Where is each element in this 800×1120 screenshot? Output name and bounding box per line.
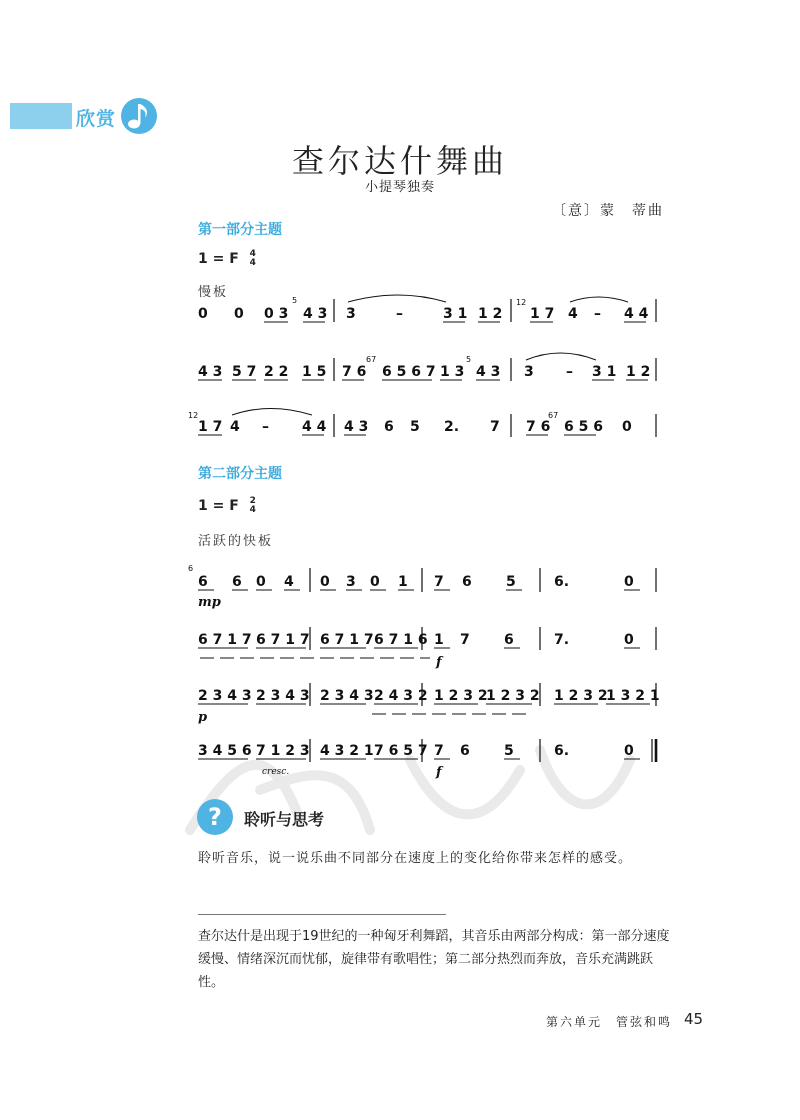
svg-text:0 3: 0 3 [264, 306, 289, 322]
svg-text:5 7: 5 7 [232, 364, 257, 380]
svg-text:0: 0 [624, 574, 634, 590]
svg-text:3 4 5 6: 3 4 5 6 [198, 743, 252, 759]
svg-text:5: 5 [506, 574, 516, 590]
unit-footer: 第六单元 管弦和鸣 [545, 1015, 672, 1029]
question-mark-icon [196, 798, 234, 836]
question-body: 聆听音乐，说一说乐曲不同部分在速度上的变化给你带来怎样的感受。 [198, 851, 633, 866]
svg-text:6: 6 [504, 632, 514, 648]
svg-text:6 7 1 6: 6 7 1 6 [374, 632, 428, 648]
dynamic-f-2: f [436, 765, 442, 780]
svg-text:3: 3 [346, 306, 356, 322]
svg-text:0: 0 [624, 632, 634, 648]
svg-text:0: 0 [622, 419, 632, 435]
svg-text:7 6: 7 6 [526, 419, 551, 435]
svg-text:7 6 5 7: 7 6 5 7 [374, 743, 428, 759]
svg-text:4 3: 4 3 [476, 364, 501, 380]
part2-time-signature: 2 4 [249, 496, 256, 515]
svg-text:3: 3 [346, 574, 356, 590]
svg-text:3 1: 3 1 [443, 306, 468, 322]
svg-text:6 5 6 7: 6 5 6 7 [382, 364, 436, 380]
part1-tempo: 慢板 [198, 285, 229, 300]
svg-text:7: 7 [434, 743, 444, 759]
dynamic-cresc: cresc. [262, 767, 290, 777]
svg-text:6: 6 [232, 574, 242, 590]
svg-text:5: 5 [504, 743, 514, 759]
section-badge-label: 欣赏 [76, 108, 117, 130]
svg-text:6: 6 [460, 743, 470, 759]
svg-text:6: 6 [462, 574, 472, 590]
svg-text:4 3: 4 3 [344, 419, 369, 435]
svg-text:1 2 3 2: 1 2 3 2 [434, 688, 488, 704]
svg-text:5: 5 [410, 419, 420, 435]
svg-text:0: 0 [198, 306, 208, 322]
svg-text:6.: 6. [554, 574, 570, 590]
svg-text:2.: 2. [444, 419, 460, 435]
svg-text:4 3 2 1: 4 3 2 1 [320, 743, 374, 759]
score-system-7 [198, 739, 656, 780]
svg-text:4 3: 4 3 [198, 364, 223, 380]
svg-text:5: 5 [466, 355, 472, 364]
svg-text:1 2: 1 2 [478, 306, 503, 322]
svg-text:3 1: 3 1 [592, 364, 617, 380]
svg-text:0: 0 [234, 306, 244, 322]
svg-text:1 7: 1 7 [198, 419, 223, 435]
svg-text:1 2: 1 2 [626, 364, 651, 380]
svg-text:7: 7 [434, 574, 444, 590]
svg-text:7 1 2 3: 7 1 2 3 [256, 743, 310, 759]
svg-text:3: 3 [524, 364, 534, 380]
svg-text:2 3 4 3: 2 3 4 3 [320, 688, 374, 704]
footnote-text: 查尔达什是出现于19世纪的一种匈牙利舞蹈，其音乐由两部分构成：第一部分速度缓慢、情绪深沉而忧郁，旋律带有歌唱性；第二部分热烈而奔放，音乐充满跳跃性。 [198, 929, 670, 990]
part1-key: 1 = F [198, 251, 239, 267]
svg-text:67: 67 [366, 355, 377, 364]
svg-text:6: 6 [188, 564, 194, 573]
part2-heading: 第二部分主题 [198, 466, 282, 482]
svg-text:4 4: 4 4 [624, 306, 649, 322]
svg-text:0: 0 [624, 743, 634, 759]
svg-text:6 5 6: 6 5 6 [564, 419, 603, 435]
svg-text:2 3 4 3: 2 3 4 3 [256, 688, 310, 704]
page-subtitle: 小提琴独奏 [364, 180, 435, 195]
svg-text:6.: 6. [554, 743, 570, 759]
composer-credit: 〔意〕蒙 蒂曲 [552, 203, 664, 219]
svg-text:7: 7 [460, 632, 470, 648]
svg-text:4: 4 [284, 574, 294, 590]
svg-text:–: – [594, 306, 601, 322]
score-system-5 [198, 627, 656, 670]
svg-text:6: 6 [384, 419, 394, 435]
svg-text:–: – [396, 306, 403, 322]
svg-text:0: 0 [256, 574, 266, 590]
svg-text:4: 4 [568, 306, 578, 322]
svg-text:6 7 1 7: 6 7 1 7 [320, 632, 374, 648]
svg-text:1 3: 1 3 [440, 364, 465, 380]
svg-text:1 3 2 1: 1 3 2 1 [606, 688, 660, 704]
svg-text:–: – [262, 419, 269, 435]
dynamic-p: p [198, 710, 208, 725]
svg-text:4: 4 [230, 419, 240, 435]
svg-text:1 2 3 2: 1 2 3 2 [486, 688, 540, 704]
page-number: 45 [684, 1010, 704, 1028]
score-system-3 [188, 409, 656, 438]
svg-text:0: 0 [320, 574, 330, 590]
page-title: 查尔达什舞曲 [291, 142, 508, 180]
question-heading: 聆听与思考 [244, 810, 325, 829]
svg-text:?: ? [208, 803, 222, 831]
svg-text:1: 1 [398, 574, 408, 590]
score-system-1 [198, 295, 656, 322]
score-system-4 [188, 564, 656, 610]
part1-heading: 第一部分主题 [198, 222, 282, 238]
svg-text:7 6: 7 6 [342, 364, 367, 380]
dynamic-f-1: f [436, 655, 442, 670]
svg-text:6: 6 [198, 574, 208, 590]
dynamic-mp: mp [198, 595, 221, 610]
svg-text:6 7 1 7: 6 7 1 7 [256, 632, 310, 648]
svg-text:1 7: 1 7 [530, 306, 555, 322]
svg-text:0: 0 [370, 574, 380, 590]
svg-text:2 3 4 3: 2 3 4 3 [198, 688, 252, 704]
part2-key: 1 = F [198, 498, 239, 514]
part1-time-signature: 4 4 [249, 249, 256, 268]
svg-text:7: 7 [490, 419, 500, 435]
svg-text:4 3: 4 3 [303, 306, 328, 322]
svg-text:4 4: 4 4 [302, 419, 327, 435]
svg-text:7.: 7. [554, 632, 570, 648]
svg-text:12: 12 [516, 298, 527, 307]
svg-text:12: 12 [188, 411, 199, 420]
svg-text:–: – [566, 364, 573, 380]
part2-tempo: 活跃的快板 [198, 534, 274, 549]
svg-text:67: 67 [548, 411, 559, 420]
svg-text:1 2 3 2: 1 2 3 2 [554, 688, 608, 704]
svg-text:1 5: 1 5 [302, 364, 327, 380]
svg-text:1: 1 [434, 632, 444, 648]
score-system-6 [198, 683, 660, 725]
svg-text:6 7 1 7: 6 7 1 7 [198, 632, 252, 648]
score-system-2 [198, 353, 656, 381]
svg-text:2 2: 2 2 [264, 364, 289, 380]
footnote-rule [198, 914, 446, 915]
svg-text:2 4 3 2: 2 4 3 2 [374, 688, 428, 704]
svg-text:5: 5 [292, 296, 298, 305]
